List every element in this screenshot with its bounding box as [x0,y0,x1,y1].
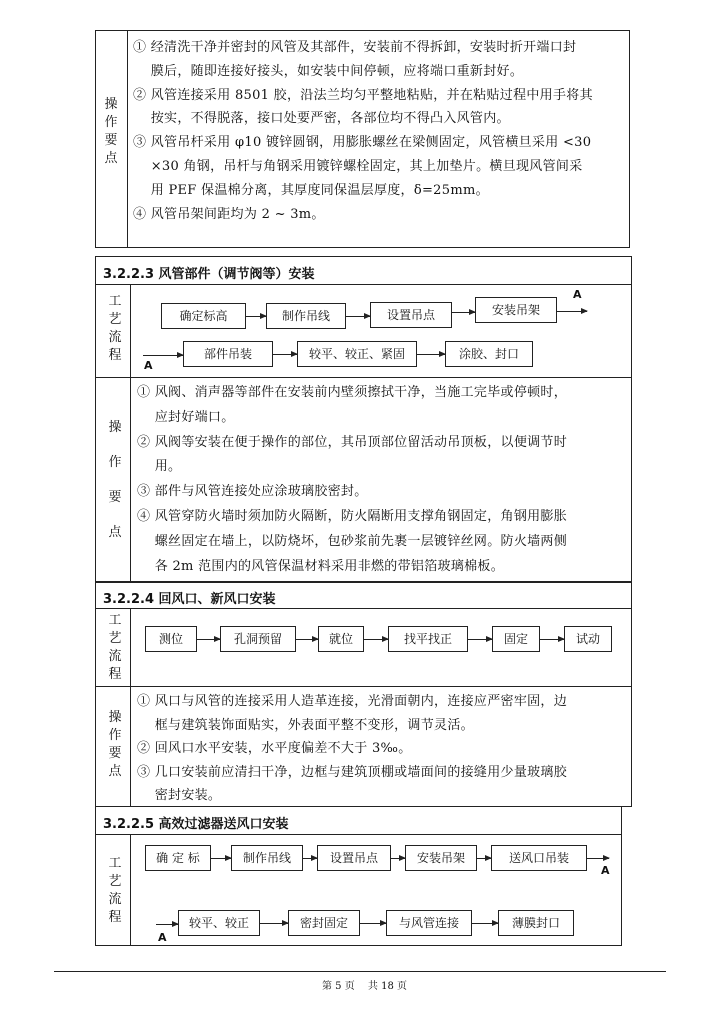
section-225-flow-label [102,855,128,927]
section-223-flow-label [102,293,128,365]
ops-item-1-line-1: ① 风阀、消声器等部件在安装前内壁须擦拭干净，当施工完毕或停顿时， [137,385,568,400]
ops-item-1-line-2: 框与建筑装饰面贴实，外表面平整不变形，调节灵活。 [137,717,474,733]
flow-224-arrow-3 [364,639,388,640]
flow-225-arrow-6 [156,924,178,925]
ops-item-1-line-2: 膜后，随即连接好接头，如安装中间停顿，应将端口重新封好。 [133,63,524,79]
section-223-divider [130,284,131,582]
ops-item-2-line-2: 用。 [137,459,182,475]
ops-item-3-line-1: ③ 几口安装前应清扫干净，边框与建筑顶棚或墙面间的接缝用少量玻璃胶 [137,764,568,780]
flow-225-step-4: 安装吊架 [405,845,477,871]
ops-item-4-line-3: 各 2m 范围内的风管保温材料采用非燃的带铝箔玻璃棉板。 [137,558,504,574]
flow-224-step-3: 就位 [318,626,364,652]
ops-item-2-line-1: ② 回风口水平安装，水平度偏差不大于 3‰。 [137,741,412,757]
ops-item-4-line-1: ④ 风管穿防火墙时须加防火隔断，防火隔断用支撑角钢固定，角钢用膨胀 [137,509,568,524]
footer-rule [54,971,666,972]
flow-225-arrow-3 [391,858,405,859]
flow-223-step-6: 较平、较正、紧固 [297,341,417,367]
vertical-label-text: 操 作 要 点 [108,710,122,779]
flow-225-step-6: 较平、较正 [178,910,260,936]
flow-224-arrow-2 [296,639,318,640]
flow-224-step-5: 固定 [492,626,540,652]
flow-223-step-3: 设置吊点 [370,302,452,328]
ops-item-2-line-2: 按实，不得脱落，接口处要严密，各部位均不得凸入风管内。 [133,111,510,127]
flow-225-step-5: 送风口吊装 [491,845,587,871]
flow-225-arrow-7 [260,923,288,924]
section-224-divider [130,608,131,807]
ops-item-4-line-1: ④ 风管吊架间距均为 2 ~ 3m。 [133,206,325,222]
flow-223-step-4: 安装吊架 [475,297,557,323]
flow-223-marker-bottom: A [144,359,153,372]
flow-224-step-2: 孔洞预留 [220,626,296,652]
ops-item-1-line-1: ① 风口与风管的连接采用人造革连接，光滑面朝内，连接应严密牢固，边 [137,694,568,709]
vertical-label-text: 工 艺 流 程 [108,294,122,363]
ops-item-3-line-1: ③ 部件与风管连接处应涂玻璃胶密封。 [137,484,368,500]
flow-223-arrow-5 [143,355,183,356]
top-ops-divider [127,30,128,248]
ops-item-1-line-2: 应封好端口。 [137,409,235,425]
flow-224-step-4: 找平找正 [388,626,468,652]
ops-item-3-line-2: 密封安装。 [137,788,222,804]
flow-225-marker-top: A [601,864,610,877]
section-225-title-rule [95,834,622,835]
flow-224-arrow-1 [197,639,220,640]
flow-225-arrow-2 [303,858,317,859]
flow-223-arrow-1 [246,316,266,317]
ops-item-2-line-1: ② 风管连接采用 8501 胶，沿法兰均匀平整地粘贴，并在粘贴过程中用手将其 [133,87,593,103]
flow-225-marker-bottom: A [158,931,167,944]
flow-224-step-6: 试动 [564,626,612,652]
ops-item-4-line-2: 螺丝固定在墙上，以防烧坏，包砂浆前先裹一层镀锌丝网。防火墙两侧 [137,533,568,549]
flow-223-step-1: 确定标高 [161,303,246,329]
flow-223-arrow-4 [557,311,587,312]
flow-225-step-1: 确 定 标 [145,845,211,871]
flow-225-step-3: 设置吊点 [317,845,391,871]
flow-224-arrow-4 [468,639,492,640]
ops-item-3-line-2: ×30 角钢，吊杆与角钢采用镀锌螺栓固定，其上加垫片。横旦现风管间采 [133,159,583,174]
section-225-title: 3.2.2.5 高效过滤器送风口安装 [103,817,289,832]
ops-item-3-line-3: 用 PEF 保温棉分离，其厚度同保温层厚度，δ=25mm。 [133,182,489,198]
flow-225-arrow-9 [472,923,498,924]
section-223-title-rule [95,284,632,285]
vertical-label-text: 工 艺 流 程 [108,856,122,925]
flow-223-arrow-7 [417,354,445,355]
flow-225-step-9: 薄膜封口 [498,910,574,936]
section-223-ops-label [102,410,128,550]
section-224-title: 3.2.2.4 回风口、新风口安装 [103,592,276,607]
flow-223-arrow-6 [273,354,297,355]
section-225-divider [130,834,131,946]
section-224-flow-label [102,612,128,684]
flow-223-marker-top: A [573,288,582,301]
top-ops-label [98,96,124,168]
vertical-label-text: 工 艺 流 程 [108,613,122,682]
ops-item-3-line-1: ③ 风管吊杆采用 φ10 镀锌圆钢，用膨胀螺丝在梁侧固定，风管横旦采用 <30 [133,135,592,151]
flow-224-arrow-5 [540,639,564,640]
flow-224-step-1: 测位 [145,626,197,652]
ops-item-1-line-1: ① 经清洗干净并密封的风管及其部件，安装前不得拆卸，安装时折开端口封 [133,40,577,55]
flow-223-arrow-2 [346,316,370,317]
page-number: 第 5 页 共 18 页 [322,981,407,992]
flow-223-step-2: 制作吊线 [266,303,346,329]
flow-223-arrow-3 [452,312,475,313]
section-223-title: 3.2.2.3 风管部件（调节阀等）安装 [103,267,315,282]
section-224-title-rule [95,608,632,609]
flow-225-arrow-1 [211,858,231,859]
section-223-flow-rule [95,377,632,378]
flow-225-arrow-5 [587,858,609,859]
flow-225-step-7: 密封固定 [288,910,360,936]
flow-225-step-2: 制作吊线 [231,845,303,871]
flow-225-step-8: 与风管连接 [386,910,472,936]
flow-223-step-5: 部件吊装 [183,341,273,367]
vertical-label-text: 操 作 要 点 [104,97,118,166]
flow-225-arrow-8 [360,923,386,924]
flow-223-step-7: 涂胶、封口 [445,341,533,367]
ops-item-2-line-1: ② 风阀等安装在便于操作的部位，其吊顶部位留活动吊顶板，以便调节时 [137,434,568,450]
section-224-ops-label [102,709,128,781]
vertical-label-text: 操 作 要 点 [108,420,122,540]
flow-225-arrow-4 [477,858,491,859]
section-224-flow-rule [95,686,632,687]
